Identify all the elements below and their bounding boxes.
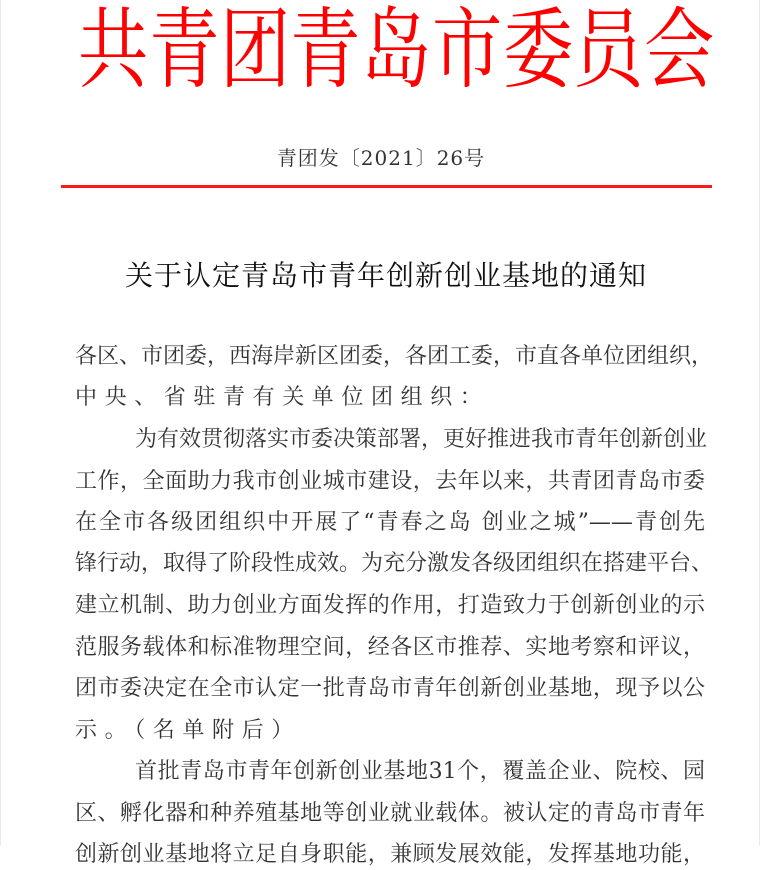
masthead-char: 委	[502, 0, 573, 101]
paragraph-line: 范服务载体和标准物理空间，经各区市推荐、实地考察和评议，	[75, 635, 705, 660]
paragraph-line: 为有效贯彻落实市委决策部署，更好推进我市青年创新创业	[135, 427, 708, 452]
paragraph-line: 在全市各级团组织中开展了“青春之岛 创业之城”——青创先	[75, 510, 705, 535]
masthead-red-header	[71, 0, 715, 104]
paragraph-line: 锋行动，取得了阶段性成效。为充分激发各级团组织在搭建平台、	[75, 551, 714, 576]
masthead-char: 员	[573, 0, 644, 101]
document-number: 青团发〔2021〕26号	[276, 146, 486, 170]
masthead-char: 共	[78, 0, 149, 101]
document-title: 关于认定青岛市青年创新创业基地的通知	[124, 259, 647, 292]
salutation-line: 中央、省驻青有关单位团组织：	[75, 385, 490, 410]
red-divider-rule	[61, 185, 712, 188]
masthead-char: 团	[219, 0, 290, 101]
masthead-char: 青	[290, 0, 361, 101]
masthead-char: 青	[148, 0, 220, 101]
masthead-char: 市	[431, 0, 503, 101]
paragraph-line: 建立机制、助力创业方面发挥的作用，打造致力于创新创业的示	[75, 593, 705, 618]
masthead-char: 会	[644, 0, 715, 101]
paragraph-line: 区、孵化器和种养殖基地等创业就业载体。被认定的青岛市青年	[75, 801, 705, 826]
paragraph-line: 团市委决定在全市认定一批青岛市青年创新创业基地，现予以公	[75, 676, 705, 701]
salutation-line: 各区、市团委，西海岸新区团委，各团工委，市直各单位团组织，	[75, 344, 714, 369]
paragraph-line: 创新创业基地将立足自身职能，兼顾发展效能，发挥基地功能，	[75, 842, 705, 867]
masthead-char: 岛	[361, 0, 432, 101]
paragraph-line: 首批青岛市青年创新创业基地31个，覆盖企业、院校、园	[135, 759, 705, 784]
paragraph-line: 工作，全面助力我市创业城市建设，去年以来，共青团青岛市委	[75, 469, 705, 494]
paragraph-line: 示。（名单附后）	[75, 718, 301, 743]
